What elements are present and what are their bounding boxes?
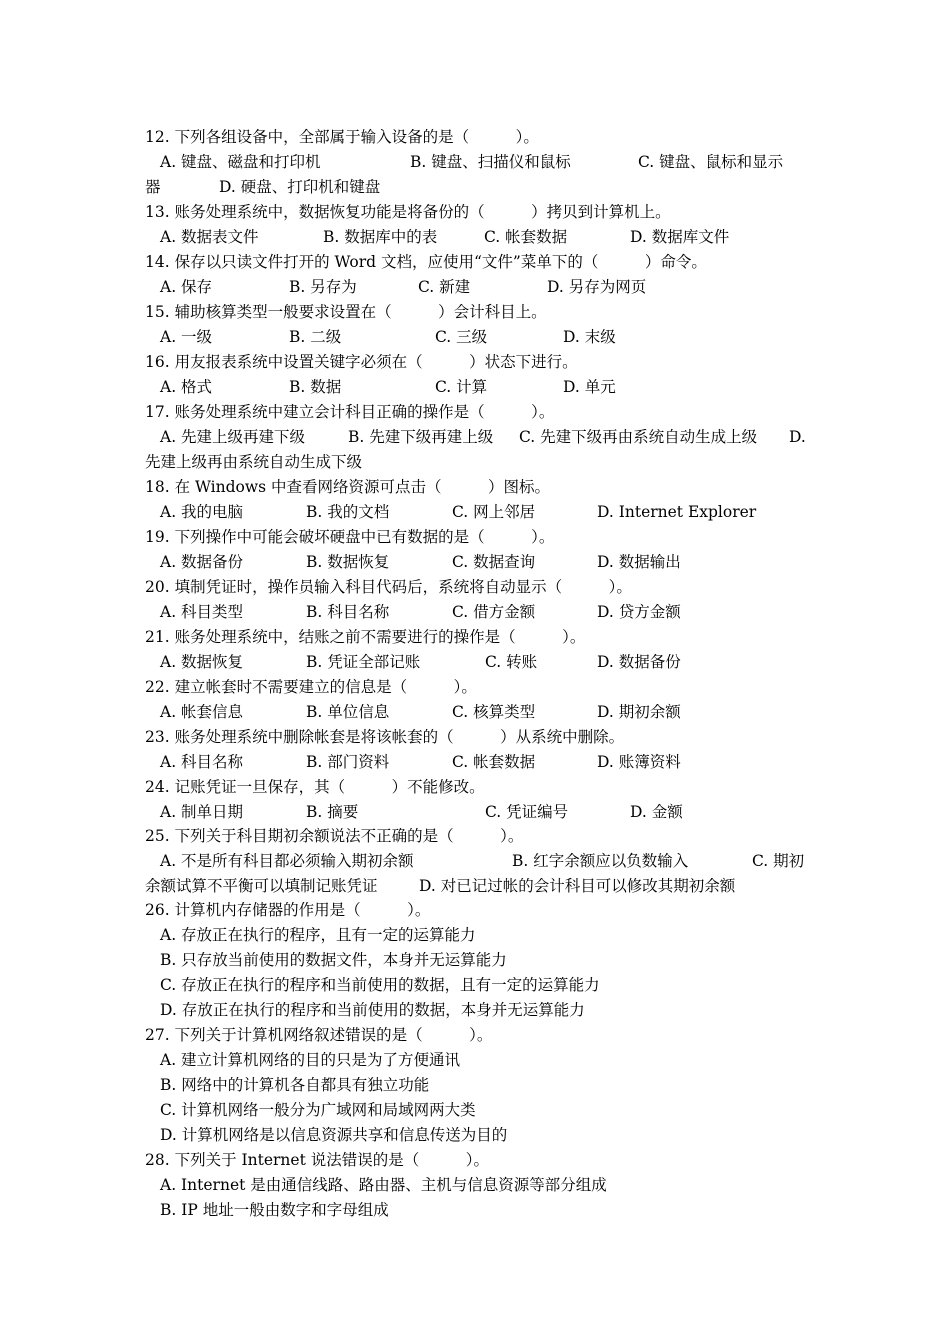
question-20-option-d: D. 贷方金额: [597, 603, 681, 621]
question-27-option-b-line: [0, 1073, 950, 1098]
question-25-option-b: B. 红字余额应以负数输入: [512, 852, 689, 870]
question-19-option-a: A. 数据备份: [160, 553, 244, 571]
question-24-stem-line: [0, 775, 950, 800]
question-22-option-d: D. 期初余额: [597, 703, 681, 721]
question-20-stem: 20. 填制凭证时，操作员输入科目代码后，系统将自动显示（ ）。: [145, 578, 632, 596]
question-26-option-d: D. 存放正在执行的程序和当前使用的数据，本身并无运算能力: [160, 1001, 585, 1019]
question-24-options-line: [0, 800, 950, 825]
question-23-option-d: D. 账簿资料: [597, 753, 681, 771]
question-12-stem-line: [0, 125, 950, 150]
question-22-option-b: B. 单位信息: [306, 703, 390, 721]
question-28-stem: 28. 下列关于 Internet 说法错误的是（ ）。: [145, 1151, 489, 1169]
question-25-options-line-1: [0, 849, 950, 874]
question-26-option-c-line: [0, 973, 950, 998]
question-16-stem-line: [0, 350, 950, 375]
question-28-option-a: A. Internet 是由通信线路、路由器、主机与信息资源等部分组成: [160, 1176, 607, 1194]
question-25-stem: 25. 下列关于科目期初余额说法不正确的是（ ）。: [145, 827, 524, 845]
question-18-stem-line: [0, 475, 950, 500]
question-25-options-line-2: [0, 874, 950, 899]
question-12-option-c: C. 键盘、鼠标和显示: [638, 153, 784, 171]
question-12-option-d: D. 硬盘、打印机和键盘: [219, 178, 381, 196]
question-20-option-b: B. 科目名称: [306, 603, 390, 621]
question-14-options-line: [0, 275, 950, 300]
question-17-stem-line: [0, 400, 950, 425]
question-25-stem-line: [0, 824, 950, 849]
question-26-option-b: B. 只存放当前使用的数据文件，本身并无运算能力: [160, 951, 507, 969]
question-12-option-c-continued: 器: [145, 178, 161, 196]
question-18-stem: 18. 在 Windows 中查看网络资源可点击（ ）图标。: [145, 478, 551, 496]
question-15-option-a: A. 一级: [160, 328, 213, 346]
question-16-options-line: [0, 375, 950, 400]
question-22-stem-line: [0, 675, 950, 700]
question-12-options-line-1: [0, 150, 950, 175]
question-23-option-a: A. 科目名称: [160, 753, 244, 771]
question-17-option-d-label: D.: [789, 428, 806, 446]
question-14-option-b: B. 另存为: [289, 278, 357, 296]
question-18-option-b: B. 我的文档: [306, 503, 390, 521]
question-15-stem-line: [0, 300, 950, 325]
question-21-option-c: C. 转账: [485, 653, 538, 671]
question-24-option-a: A. 制单日期: [160, 803, 244, 821]
question-18-option-a: A. 我的电脑: [160, 503, 244, 521]
question-22-options-line: [0, 700, 950, 725]
question-21-option-b: B. 凭证全部记账: [306, 653, 421, 671]
question-27-option-d-line: [0, 1123, 950, 1148]
question-13-option-a: A. 数据表文件: [160, 228, 259, 246]
question-26-stem-line: [0, 898, 950, 923]
question-15-stem: 15. 辅助核算类型一般要求设置在（ ）会计科目上。: [145, 303, 547, 321]
question-12-option-a: A. 键盘、磁盘和打印机: [160, 153, 321, 171]
question-23-stem: 23. 账务处理系统中删除帐套是将该帐套的（ ）从系统中删除。: [145, 728, 625, 746]
question-21-stem-line: [0, 625, 950, 650]
question-17-options-line-2: [0, 450, 950, 475]
question-27-option-a: A. 建立计算机网络的目的只是为了方便通讯: [160, 1051, 461, 1069]
question-25-option-d: D. 对已记过帐的会计科目可以修改其期初余额: [419, 877, 736, 895]
question-28-stem-line: [0, 1148, 950, 1173]
question-17-stem: 17. 账务处理系统中建立会计科目正确的操作是（ ）。: [145, 403, 555, 421]
question-20-stem-line: [0, 575, 950, 600]
question-18-options-line: [0, 500, 950, 525]
question-24-option-d: D. 金额: [630, 803, 683, 821]
question-27-option-c: C. 计算机网络一般分为广域网和局域网两大类: [160, 1101, 476, 1119]
question-19-option-c: C. 数据查询: [452, 553, 536, 571]
question-16-stem: 16. 用友报表系统中设置关键字必须在（ ）状态下进行。: [145, 353, 578, 371]
question-17-option-a: A. 先建上级再建下级: [160, 428, 306, 446]
question-28-option-a-line: [0, 1173, 950, 1198]
question-20-option-a: A. 科目类型: [160, 603, 244, 621]
question-25-option-c-label: C. 期初: [752, 852, 805, 870]
question-14-option-c: C. 新建: [418, 278, 471, 296]
question-27-option-a-line: [0, 1048, 950, 1073]
question-27-stem-line: [0, 1023, 950, 1048]
question-24-stem: 24. 记账凭证一旦保存，其（ ）不能修改。: [145, 778, 485, 796]
question-14-option-a: A. 保存: [160, 278, 213, 296]
question-24-option-c: C. 凭证编号: [485, 803, 569, 821]
question-13-option-d: D. 数据库文件: [630, 228, 730, 246]
question-27-option-c-line: [0, 1098, 950, 1123]
question-14-stem: 14. 保存以只读文件打开的 Word 文档，应使用“文件”菜单下的（ ）命令。: [145, 253, 707, 271]
question-18-option-d: D. Internet Explorer: [597, 503, 757, 521]
question-23-option-b: B. 部门资料: [306, 753, 390, 771]
question-16-option-d: D. 单元: [563, 378, 616, 396]
question-20-options-line: [0, 600, 950, 625]
question-17-option-b: B. 先建下级再建上级: [348, 428, 494, 446]
question-22-stem: 22. 建立帐套时不需要建立的信息是（ ）。: [145, 678, 477, 696]
question-23-option-c: C. 帐套数据: [452, 753, 536, 771]
question-23-stem-line: [0, 725, 950, 750]
question-13-stem: 13. 账务处理系统中，数据恢复功能是将备份的（ ）拷贝到计算机上。: [145, 203, 671, 221]
question-23-options-line: [0, 750, 950, 775]
question-28-option-b: B. IP 地址一般由数字和字母组成: [160, 1201, 389, 1219]
question-13-option-b: B. 数据库中的表: [323, 228, 438, 246]
question-13-stem-line: [0, 200, 950, 225]
question-27-option-b: B. 网络中的计算机各自都具有独立功能: [160, 1076, 430, 1094]
question-26-option-c: C. 存放正在执行的程序和当前使用的数据，且有一定的运算能力: [160, 976, 600, 994]
question-26-option-a: A. 存放正在执行的程序，且有一定的运算能力: [160, 926, 476, 944]
question-20-option-c: C. 借方金额: [452, 603, 536, 621]
question-22-option-a: A. 帐套信息: [160, 703, 244, 721]
question-25-option-c: 余额试算不平衡可以填制记账凭证: [145, 877, 378, 895]
question-24-option-b: B. 摘要: [306, 803, 359, 821]
question-19-stem: 19. 下列操作中可能会破坏硬盘中已有数据的是（ ）。: [145, 528, 555, 546]
question-16-option-a: A. 格式: [160, 378, 213, 396]
question-15-options-line: [0, 325, 950, 350]
question-26-option-b-line: [0, 948, 950, 973]
question-21-option-a: A. 数据恢复: [160, 653, 244, 671]
question-15-option-c: C. 三级: [435, 328, 488, 346]
question-26-option-a-line: [0, 923, 950, 948]
question-18-option-c: C. 网上邻居: [452, 503, 536, 521]
question-22-option-c: C. 核算类型: [452, 703, 536, 721]
question-13-options-line: [0, 225, 950, 250]
question-16-option-b: B. 数据: [289, 378, 342, 396]
question-12-options-line-2: [0, 175, 950, 200]
question-21-stem: 21. 账务处理系统中，结账之前不需要进行的操作是（ ）。: [145, 628, 586, 646]
question-26-stem: 26. 计算机内存储器的作用是（ ）。: [145, 901, 431, 919]
question-28-option-b-line: [0, 1198, 950, 1223]
question-15-option-b: B. 二级: [289, 328, 342, 346]
question-13-option-c: C. 帐套数据: [484, 228, 568, 246]
question-17-options-line-1: [0, 425, 950, 450]
question-26-option-d-line: [0, 998, 950, 1023]
question-27-option-d: D. 计算机网络是以信息资源共享和信息传送为目的: [160, 1126, 508, 1144]
question-19-option-b: B. 数据恢复: [306, 553, 390, 571]
question-27-stem: 27. 下列关于计算机网络叙述错误的是（ ）。: [145, 1026, 493, 1044]
question-14-stem-line: [0, 250, 950, 275]
question-17-option-c: C. 先建下级再由系统自动生成上级: [519, 428, 758, 446]
question-19-stem-line: [0, 525, 950, 550]
question-21-options-line: [0, 650, 950, 675]
question-12-option-b: B. 键盘、扫描仪和鼠标: [410, 153, 571, 171]
question-17-option-d: 先建上级再由系统自动生成下级: [145, 453, 363, 471]
question-15-option-d: D. 末级: [563, 328, 616, 346]
question-19-option-d: D. 数据输出: [597, 553, 681, 571]
question-21-option-d: D. 数据备份: [597, 653, 681, 671]
question-16-option-c: C. 计算: [435, 378, 488, 396]
question-12-stem: 12. 下列各组设备中，全部属于输入设备的是（ ）。: [145, 128, 539, 146]
question-25-option-a: A. 不是所有科目都必须输入期初余额: [160, 852, 414, 870]
question-14-option-d: D. 另存为网页: [547, 278, 647, 296]
question-19-options-line: [0, 550, 950, 575]
